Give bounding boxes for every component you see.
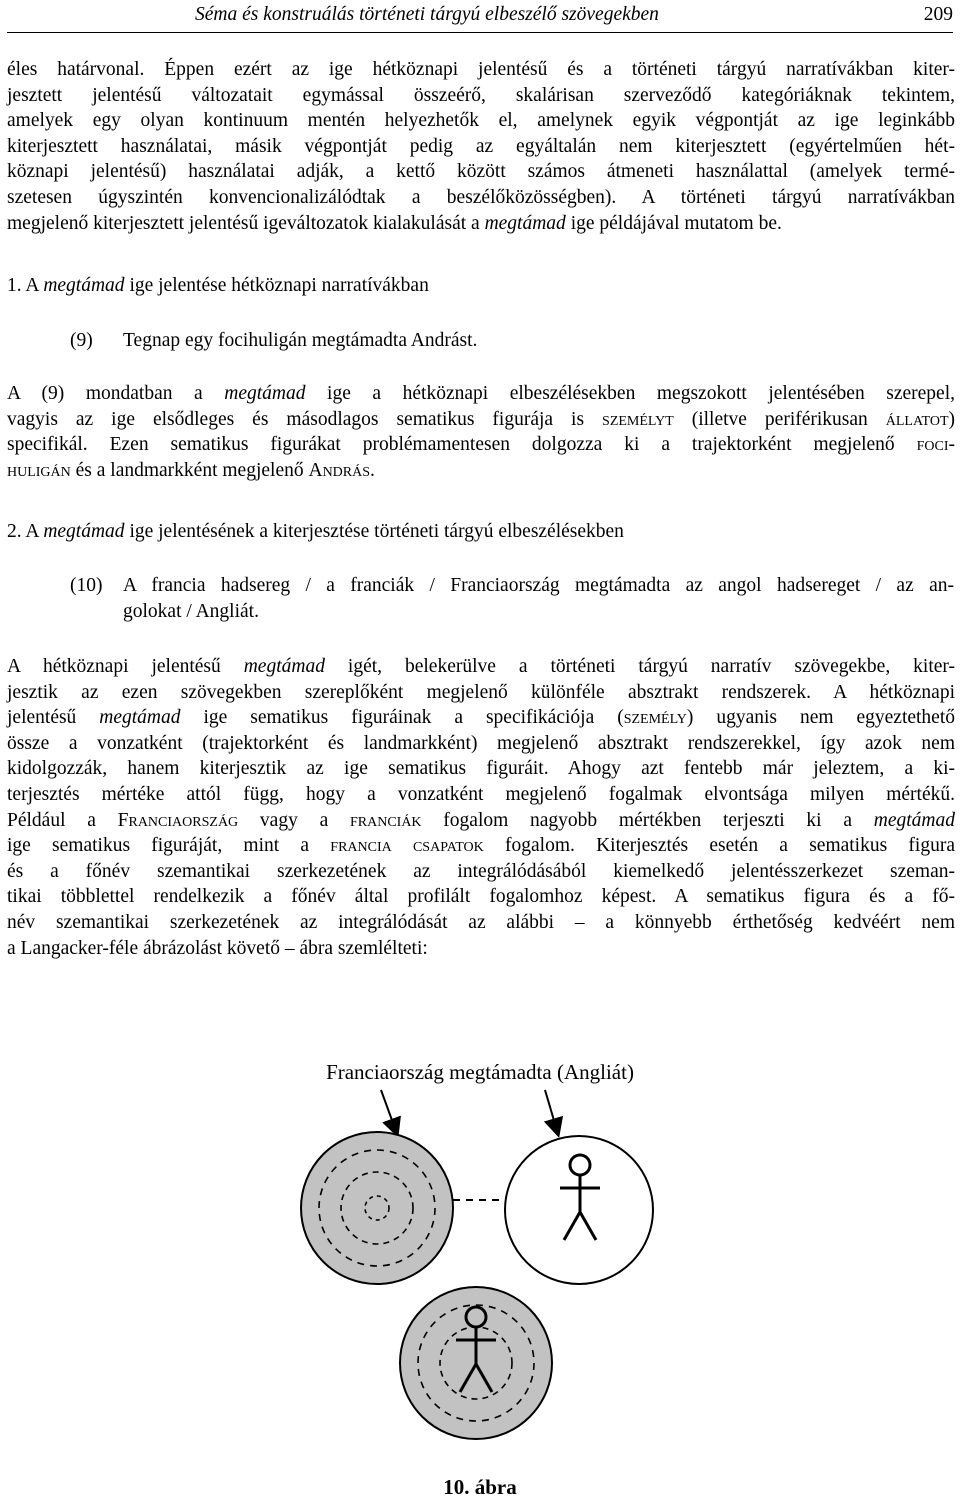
- landmark-circle: [505, 1136, 653, 1284]
- p3-line: terjesztés mértéke attól függ, hogy a vonzatként megjelenő fogalmak elvontsága milyen mértékű.: [7, 783, 955, 805]
- p3-line: Például a Franciaország vagy a franciák fogalom nagyobb mértékben terjeszti ki a megtámad: [7, 809, 955, 831]
- paragraph-1: [7, 57, 955, 236]
- figure-10: [0, 1050, 960, 1501]
- example-number: (10): [70, 575, 103, 596]
- section-heading-2: 2. A megtámad ige jelentésének a kiterjesztése történeti tárgyú elbeszélésekben: [7, 521, 624, 542]
- integrated-circle: [400, 1287, 552, 1439]
- figure-diagram: [0, 1050, 960, 1501]
- term-megtamad: megtámad: [43, 521, 125, 542]
- p1-line: megjelenő kiterjesztett jelentésű igeváltozatok kialakulását a megtámad ige példájával mutatom be.: [7, 212, 782, 234]
- p2-line: A (9) mondatban a megtámad ige a hétköznapi elbeszélésekben megszokott jelentésében szerepel,: [7, 383, 955, 404]
- page-header: [7, 4, 953, 33]
- p1-line: szetesen úgyszintén konvencionalizálódtak a beszélőközösségben). A történeti tárgyú narratívákban: [7, 186, 955, 208]
- p3-line: tikai többlettel rendelkezik a főnév által profilált fogalomhoz képest. A sematikus figura és a fő-: [7, 886, 955, 908]
- p1-line: kiterjesztett használatai, másik végpontját pedig az egyáltalán nem kiterjesztett (egyértelműen hét-: [7, 135, 955, 157]
- p2-line: huligán és a landmarkként megjelenő András.: [7, 459, 375, 481]
- p1-line: éles határvonal. Éppen ezért az ige hétköznapi jelentésű és a történeti tárgyú narratívákban kiter-: [7, 59, 955, 80]
- p3-line: ige sematikus figuráját, mint a francia csapatok fogalom. Kiterjesztés esetén a sematikus figura: [7, 835, 955, 857]
- p3-line: és a főnév szemantikai szerkezetének az integrálódásából kiemelkedő jelentésszerkezet szeman-: [7, 860, 955, 882]
- section-heading-1: 1. A megtámad ige jelentése hétköznapi narratívákban: [7, 275, 429, 296]
- trajector-circle: [301, 1132, 453, 1284]
- term-megtamad: megtámad: [43, 275, 125, 296]
- running-title: Séma és konstruálás történeti tárgyú elbeszélő szövegekben: [195, 4, 659, 25]
- example-text: A francia hadsereg / a franciák / Franciaország megtámadta az angol hadsereget / az an- golokat / Angliát.: [123, 575, 954, 622]
- p2-line: specifikál. Ezen sematikus figurákat problémamentesen dolgozza ki a trajektorként megjelenő foci-: [7, 434, 955, 456]
- p3-line: össze a vonzatként (trajektorként és landmarkként) megjelenő absztrakt rendszerekkel, így azok nem: [7, 732, 955, 754]
- p3-line: a Langacker-féle ábrázolást követő – ábra szemlélteti:: [7, 937, 428, 959]
- p1-line: amelyek egy olyan kontinuum mentén helyezhetők el, amelynek egyik végpontját az ige leginkább: [7, 110, 955, 132]
- term-megtamad: megtámad: [484, 212, 566, 234]
- example-number: (9): [70, 330, 93, 351]
- p3-line: jelentésű megtámad ige sematikus figuráinak a specifikációja (személy) ugyanis nem egyeztethető: [7, 707, 956, 729]
- paragraph-2: [7, 381, 955, 483]
- p2-line: vagyis az ige elsődleges és másodlagos sematikus figurája is személyt (illetve periférikusan állatot): [7, 408, 955, 430]
- paragraph-3: [7, 654, 955, 961]
- figure-caption: 10. ábra: [443, 1475, 517, 1499]
- arrow-right: [545, 1090, 558, 1134]
- page-number: 209: [923, 4, 953, 25]
- p1-line: köznapi jelentésű) használatai adják, a kettő között számos átmeneti használattal (amelyek termé-: [7, 161, 955, 183]
- p3-line: kidolgozzák, hanem kiterjesztik az ige sematikus figuráit. Ahogy azt fentebb már jeleztem, a ki-: [7, 758, 955, 780]
- figure-title: Franciaország megtámadta (Angliát): [326, 1060, 634, 1084]
- example-text: Tegnap egy focihuligán megtámadta Andrást.: [123, 330, 478, 351]
- arrow-left: [381, 1090, 397, 1134]
- p3-line: név szemantikai szerkezetének az integrálódását az alábbi – a könnyebb érthetőség kedvéért nem: [7, 911, 955, 933]
- p3-line: A hétköznapi jelentésű megtámad igét, belekerülve a történeti tárgyú narratív szövegekbe, kiter-: [7, 656, 955, 677]
- p3-line: jesztik az ezen szövegekben szereplőként megjelenő különféle absztrakt rendszerek. A hétköznapi: [7, 681, 955, 703]
- p1-line: jesztett jelentésű változatait egymással összeérő, skalárisan szerveződő kategóriáknak tekintem,: [7, 84, 955, 106]
